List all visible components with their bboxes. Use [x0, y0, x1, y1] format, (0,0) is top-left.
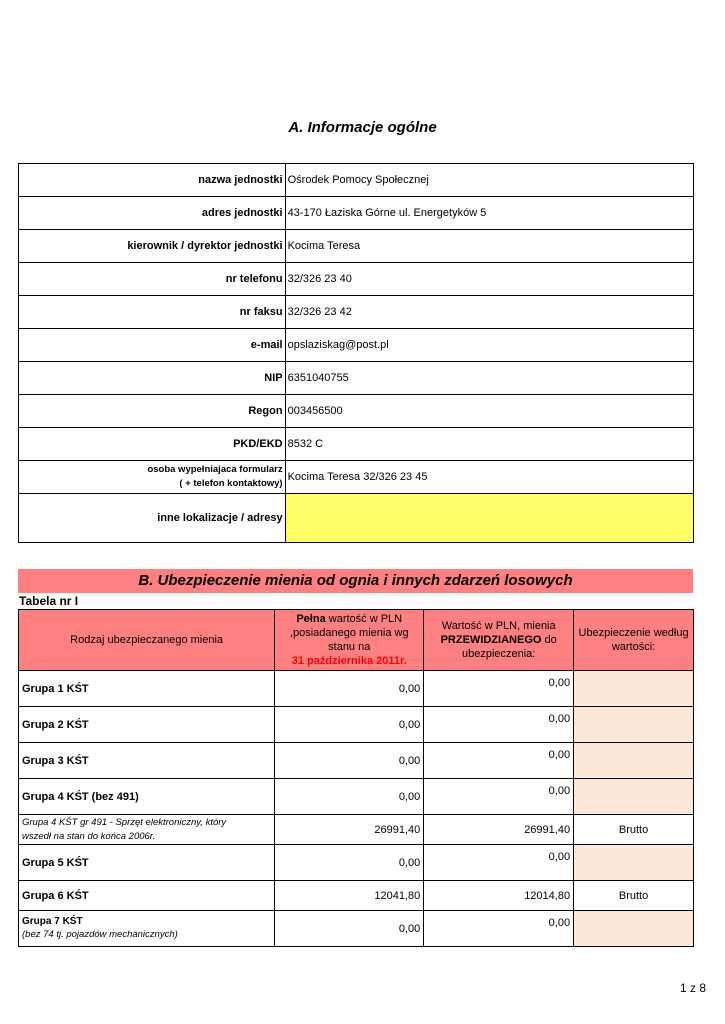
- info-value[interactable]: 32/326 23 40: [285, 263, 693, 296]
- row-planned-value[interactable]: 0,00: [424, 845, 574, 881]
- row-name: Grupa 4 KŚT (bez 491): [19, 779, 275, 815]
- row-full-value[interactable]: 0,00: [275, 845, 424, 881]
- row-planned-value[interactable]: 12014,80: [424, 881, 574, 911]
- table-row: [19, 671, 694, 707]
- section-b-title: B. Ubezpieczenie mienia od ognia i innych zdarzeń losowych: [18, 569, 693, 593]
- row-basis[interactable]: [574, 671, 694, 707]
- row-name-line1: Grupa 4 KŚT gr 491 - Sprzęt elektroniczny, który: [22, 816, 227, 828]
- row-full-value[interactable]: 0,00: [275, 779, 424, 815]
- row-planned-value[interactable]: 0,00: [424, 671, 574, 707]
- row-planned-value[interactable]: 0,00: [424, 743, 574, 779]
- table-row: [19, 845, 694, 881]
- header-full-date: 31 października 2011r.: [291, 655, 407, 667]
- row-full-value[interactable]: 0,00: [275, 743, 424, 779]
- info-label: e-mail: [19, 329, 286, 362]
- table-header-row: [19, 610, 694, 671]
- table-row: [19, 707, 694, 743]
- info-label: NIP: [19, 362, 286, 395]
- info-value[interactable]: 8532 C: [285, 428, 693, 461]
- row-name-line2: wszedł na stan do końca 2006r.: [22, 830, 156, 842]
- info-label: nr telefonu: [19, 263, 286, 296]
- header-planned-post: do ubezpieczenia:: [461, 634, 557, 660]
- header-property-type: Rodzaj ubezpieczanego mienia: [19, 610, 275, 671]
- contact-label-line2: ( + telefon kontaktowy): [179, 478, 283, 489]
- row-name: Grupa 3 KŚT: [19, 743, 275, 779]
- info-label: kierownik / dyrektor jednostki: [19, 230, 286, 263]
- header-planned-value: [424, 610, 574, 671]
- row-full-value[interactable]: 0,00: [275, 707, 424, 743]
- general-info-table: [18, 163, 694, 543]
- row-basis[interactable]: [574, 779, 694, 815]
- header-full-bold: Pełna: [296, 613, 326, 625]
- header-insurance-basis: Ubezpieczenie według wartości:: [574, 610, 694, 671]
- info-row: [19, 362, 694, 395]
- row-full-value[interactable]: 0,00: [275, 911, 424, 947]
- info-value[interactable]: 32/326 23 42: [285, 296, 693, 329]
- table-row: [19, 881, 694, 911]
- header-full-value: [275, 610, 424, 671]
- section-a-title: A. Informacje ogólne: [288, 119, 437, 136]
- property-table: [18, 609, 694, 947]
- info-row: [19, 197, 694, 230]
- row-basis[interactable]: [574, 845, 694, 881]
- info-label: adres jednostki: [19, 197, 286, 230]
- row-basis[interactable]: Brutto: [574, 881, 694, 911]
- info-row: [19, 395, 694, 428]
- info-row: [19, 329, 694, 362]
- info-value[interactable]: Kocima Teresa: [285, 230, 693, 263]
- row-basis[interactable]: Brutto: [574, 815, 694, 845]
- header-full-text: wartość w PLN ,posiadanego mienia wg stanu na: [289, 613, 409, 653]
- row-basis[interactable]: [574, 707, 694, 743]
- info-label: PKD/EKD: [19, 428, 286, 461]
- row-name: Grupa 1 KŚT: [19, 671, 275, 707]
- info-row-contact: [19, 461, 694, 494]
- row-planned-value[interactable]: 0,00: [424, 911, 574, 947]
- info-row: [19, 164, 694, 197]
- info-value[interactable]: opslaziskag@post.pl: [285, 329, 693, 362]
- table-row: [19, 911, 694, 947]
- table-label: Tabela nr I: [19, 594, 79, 608]
- page-number: 1 z 8: [679, 981, 706, 995]
- contact-label-line1: osoba wypełniajaca formularz: [147, 464, 283, 475]
- table-row: [19, 815, 694, 845]
- info-row-other-locations: [19, 494, 694, 543]
- header-planned-pre: Wartość w PLN, mienia: [441, 620, 556, 632]
- info-label: nazwa jednostki: [19, 164, 286, 197]
- table-row: [19, 743, 694, 779]
- info-value[interactable]: Ośrodek Pomocy Społecznej: [285, 164, 693, 197]
- row-planned-value[interactable]: 26991,40: [424, 815, 574, 845]
- info-value[interactable]: 003456500: [285, 395, 693, 428]
- header-planned-bold: PRZEWIDZIANEGO: [440, 634, 542, 646]
- row-name: Grupa 5 KŚT: [19, 845, 275, 881]
- row-basis[interactable]: [574, 911, 694, 947]
- row-name-line2: (bez 74 tj. pojazdów mechanicznych): [22, 929, 178, 940]
- row-name-line1: Grupa 7 KŚT: [22, 916, 83, 927]
- row-planned-value[interactable]: 0,00: [424, 779, 574, 815]
- contact-value[interactable]: Kocima Teresa 32/326 23 45: [285, 461, 693, 494]
- row-full-value[interactable]: 26991,40: [275, 815, 424, 845]
- row-name: [19, 911, 275, 947]
- other-locations-label: inne lokalizacje / adresy: [19, 494, 286, 543]
- row-basis[interactable]: [574, 743, 694, 779]
- contact-label: [19, 461, 286, 494]
- info-value[interactable]: 43-170 Łaziska Górne ul. Energetyków 5: [285, 197, 693, 230]
- info-label: Regon: [19, 395, 286, 428]
- row-name: Grupa 6 KŚT: [19, 881, 275, 911]
- info-row: [19, 296, 694, 329]
- info-value[interactable]: 6351040755: [285, 362, 693, 395]
- table-row: [19, 779, 694, 815]
- row-name: [19, 815, 275, 845]
- row-name: Grupa 2 KŚT: [19, 707, 275, 743]
- info-row: [19, 428, 694, 461]
- row-planned-value[interactable]: 0,00: [424, 707, 574, 743]
- info-label: nr faksu: [19, 296, 286, 329]
- info-row: [19, 230, 694, 263]
- row-full-value[interactable]: 12041,80: [275, 881, 424, 911]
- info-row: [19, 263, 694, 296]
- row-full-value[interactable]: 0,00: [275, 671, 424, 707]
- other-locations-field[interactable]: [285, 494, 693, 543]
